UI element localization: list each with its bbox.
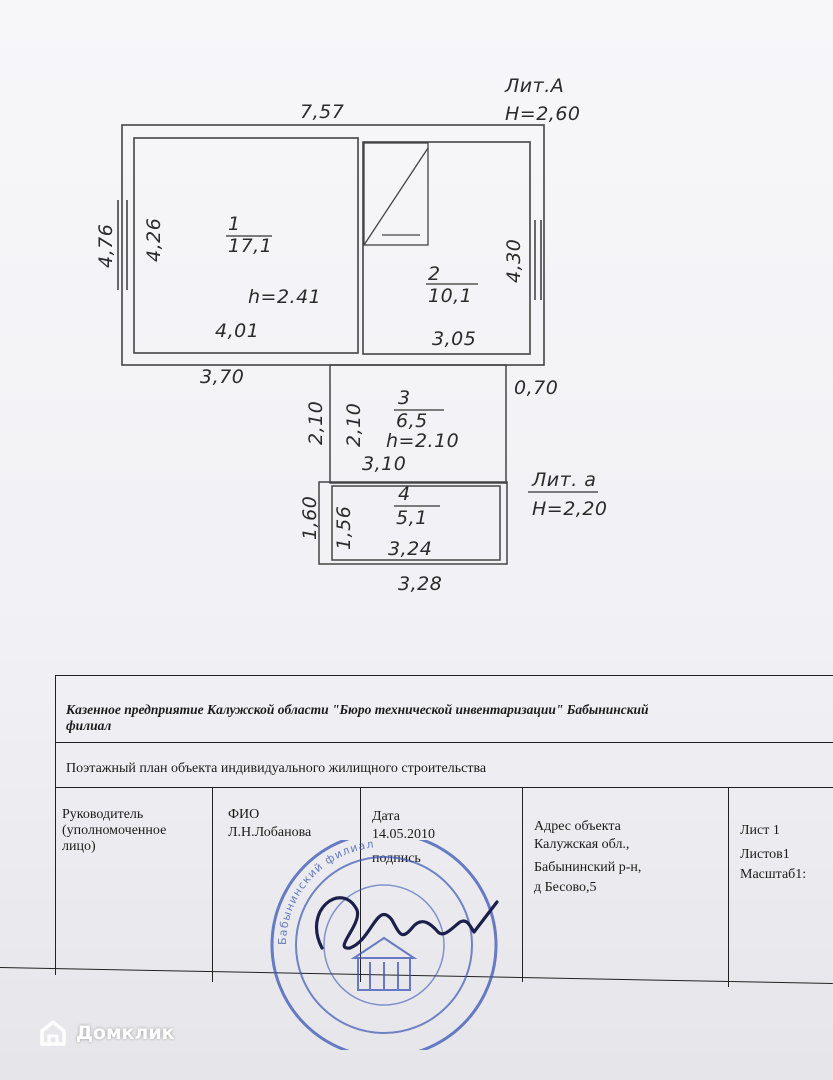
dim-r3-outer-height: 2,10 (305, 400, 327, 445)
divider (55, 742, 833, 743)
document-title: Поэтажный план объекта индивидуального жилищного строительства (66, 761, 487, 776)
head-label-1: Руководитель (62, 807, 144, 822)
address-label: Адрес объекта (534, 819, 621, 834)
divider (55, 675, 56, 975)
stamp-ring-text: Бабынинский филиал (275, 840, 376, 946)
room-3-area: 6,5 (396, 410, 428, 432)
dim-r4-inner-height: 1,56 (333, 505, 355, 550)
dim-r4-width: 3,24 (388, 538, 433, 560)
room-4-area: 5,1 (396, 507, 428, 529)
room-2-number: 2 (428, 263, 441, 285)
head-label-3: лицо) (62, 839, 96, 854)
head-label-2: (уполномоченное (62, 823, 167, 838)
lit-a-title: Лит.А (505, 75, 565, 97)
divider (55, 787, 833, 788)
room-3-ceiling-height: h=2.10 (386, 430, 460, 452)
room-4-number: 4 (398, 483, 411, 505)
dim-room1-width: 4,01 (215, 320, 260, 342)
lit-a-building (118, 125, 544, 365)
date-label: Дата (372, 809, 400, 824)
address-line-3: д Бесово,5 (534, 880, 597, 895)
divider (728, 787, 729, 987)
dim-left-height: 4,76 (95, 223, 117, 268)
dim-r3-inner-height: 2,10 (343, 402, 365, 447)
dim-room2-width: 3,05 (432, 328, 477, 350)
dim-room2-height: 4,30 (503, 238, 525, 283)
divider (522, 787, 523, 982)
organization-stamp (262, 840, 507, 1050)
room-3-number: 3 (398, 387, 411, 409)
address-line-1: Калужская обл., (534, 837, 630, 852)
dim-bottom-left: 3,70 (200, 366, 245, 388)
domclick-watermark (38, 1018, 175, 1048)
dim-bottom-right: 0,70 (514, 377, 559, 399)
divider (212, 787, 213, 982)
room-1-area: 17,1 (228, 235, 273, 257)
room-1-number: 1 (228, 213, 241, 235)
address-line-2: Бабынинский р-н, (534, 860, 642, 875)
dim-r3-width: 3,10 (362, 453, 407, 475)
dim-room1-height: 4,26 (143, 217, 165, 262)
watermark-text: Домклик (76, 1022, 175, 1044)
room-1-ceiling-height: h=2.41 (248, 286, 322, 308)
organization-name-cont: филиал (66, 718, 112, 733)
house-logo-icon (38, 1018, 68, 1048)
fio-value: Л.Н.Лобанова (228, 825, 312, 840)
sheet-number: Лист 1 (740, 823, 780, 838)
lit-a2-title: Лит. а (532, 469, 597, 491)
room-2-area: 10,1 (428, 285, 473, 307)
organization-name: Казенное предприятие Калужской области "Бюро технической инвентаризации" Бабынинский (66, 702, 649, 717)
dim-r4-outer-height: 1,60 (299, 495, 321, 540)
lit-a2-height: H=2,20 (532, 498, 608, 520)
dim-r4-outer-width: 3,28 (398, 573, 443, 595)
lit-a-height: H=2,60 (505, 103, 581, 125)
fio-label: ФИО (228, 807, 260, 822)
signature-label: подпись (372, 851, 421, 866)
scale: Масштаб1: (740, 867, 807, 882)
stove (364, 143, 428, 245)
sheet-count: Листов1 (740, 847, 790, 862)
building-emblem-icon (354, 938, 414, 990)
date-value: 14.05.2010 (372, 827, 435, 842)
dim-top-width: 7,57 (300, 101, 345, 123)
divider (55, 675, 833, 676)
